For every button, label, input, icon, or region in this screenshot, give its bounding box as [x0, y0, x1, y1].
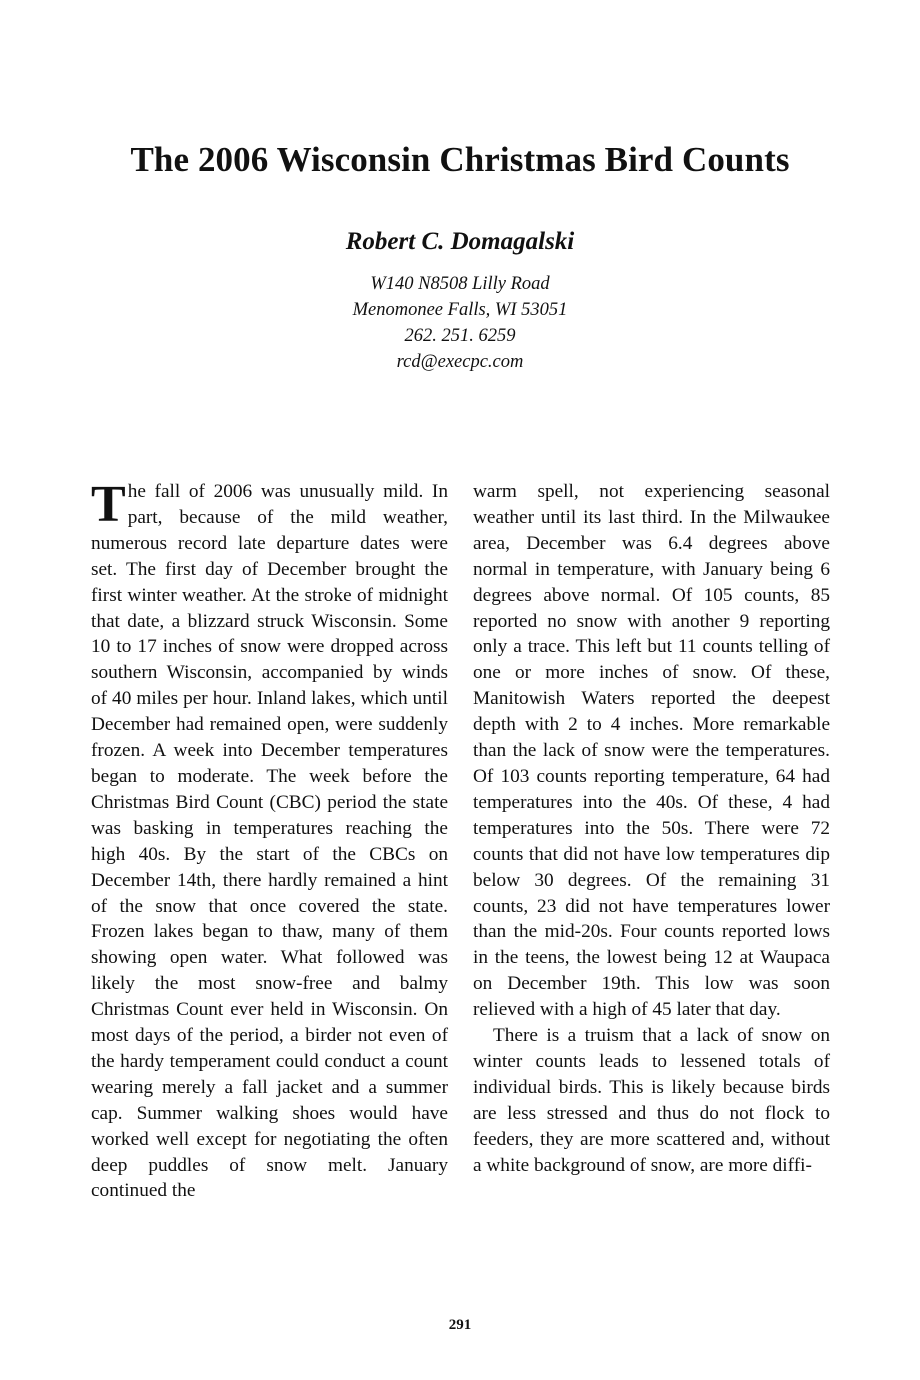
author-name: Robert C. Domagalski	[345, 228, 575, 255]
paragraph-text: he fall of 2006 was unusually mild. In part, because of the mild weather, numerous record late departure dates were set. The first day of December brought the first winter weather. At the stroke of midnight that date, a blizzard struck Wisconsin. Some 10 to 17 inches of snow were dropped across southern Wisconsin, accompanied by winds of 40 miles per hour. Inland lakes, which until December had remained open, were suddenly frozen. A week into December temperatures began to moderate. The week before the Christmas Bird Count (CBC) period the state was basking in temperatures reaching the high 40s. By the start of the CBCs on December 14th, there hardly remained a hint of the snow that once covered the state. Frozen lakes began to thaw, many of them showing open water. What followed was likely the most snow-free and balmy Christmas Count ever held in Wisconsin. On most days of the period, a birder not even of the hardy temperament could conduct a count wearing merely a fall jacket and a summer cap. Summer walking shoes would have worked well except for negotiating the often deep puddles of snow melt. January continued the	[91, 481, 448, 1202]
body-column-left	[91, 476, 448, 1204]
phone-number: 262. 251. 6259	[404, 326, 516, 346]
article-title: The 2006 Wisconsin Christmas Bird Counts	[130, 140, 790, 179]
drop-cap: T	[91, 476, 126, 533]
address-line-1: W140 N8508 Lilly Road	[370, 274, 550, 294]
paragraph: There is a truism that a lack of snow on winter counts leads to lessened totals of individual birds. This is likely because birds are less stressed and thus do not flock to feeders, they are more scattered and, without a white background of snow, are more diffi-	[473, 1025, 830, 1176]
page-number: 291	[448, 1317, 472, 1333]
email-address: rcd@execpc.com	[396, 352, 524, 372]
body-column-right	[473, 479, 830, 1178]
address-line-2: Menomonee Falls, WI 53051	[352, 300, 568, 320]
paragraph: warm spell, not experiencing seasonal weather until its last third. In the Milwaukee area, December was 6.4 degrees above normal in temperature, with January being 6 degrees above normal. Of 105 counts, 85 reported no snow with another 9 reporting only a trace. This left but 11 counts telling of one or more inches of snow. Of these, Manitowish Waters reported the deepest depth with 2 to 4 inches. More remarkable than the lack of snow were the temperatures. Of 103 counts reporting temperature, 64 had temperatures into the 40s. Of these, 4 had temperatures into the 50s. There were 72 counts that did not have low temperatures dip below 30 degrees. Of the remaining 31 counts, 23 did not have temperatures lower than the mid-20s. Four counts reported lows in the teens, the lowest being 12 at Waupaca on December 19th. This low was soon relieved with a high of 45 later that day.	[473, 481, 830, 1021]
paragraph	[91, 476, 448, 1204]
author-affiliation	[0, 271, 920, 375]
